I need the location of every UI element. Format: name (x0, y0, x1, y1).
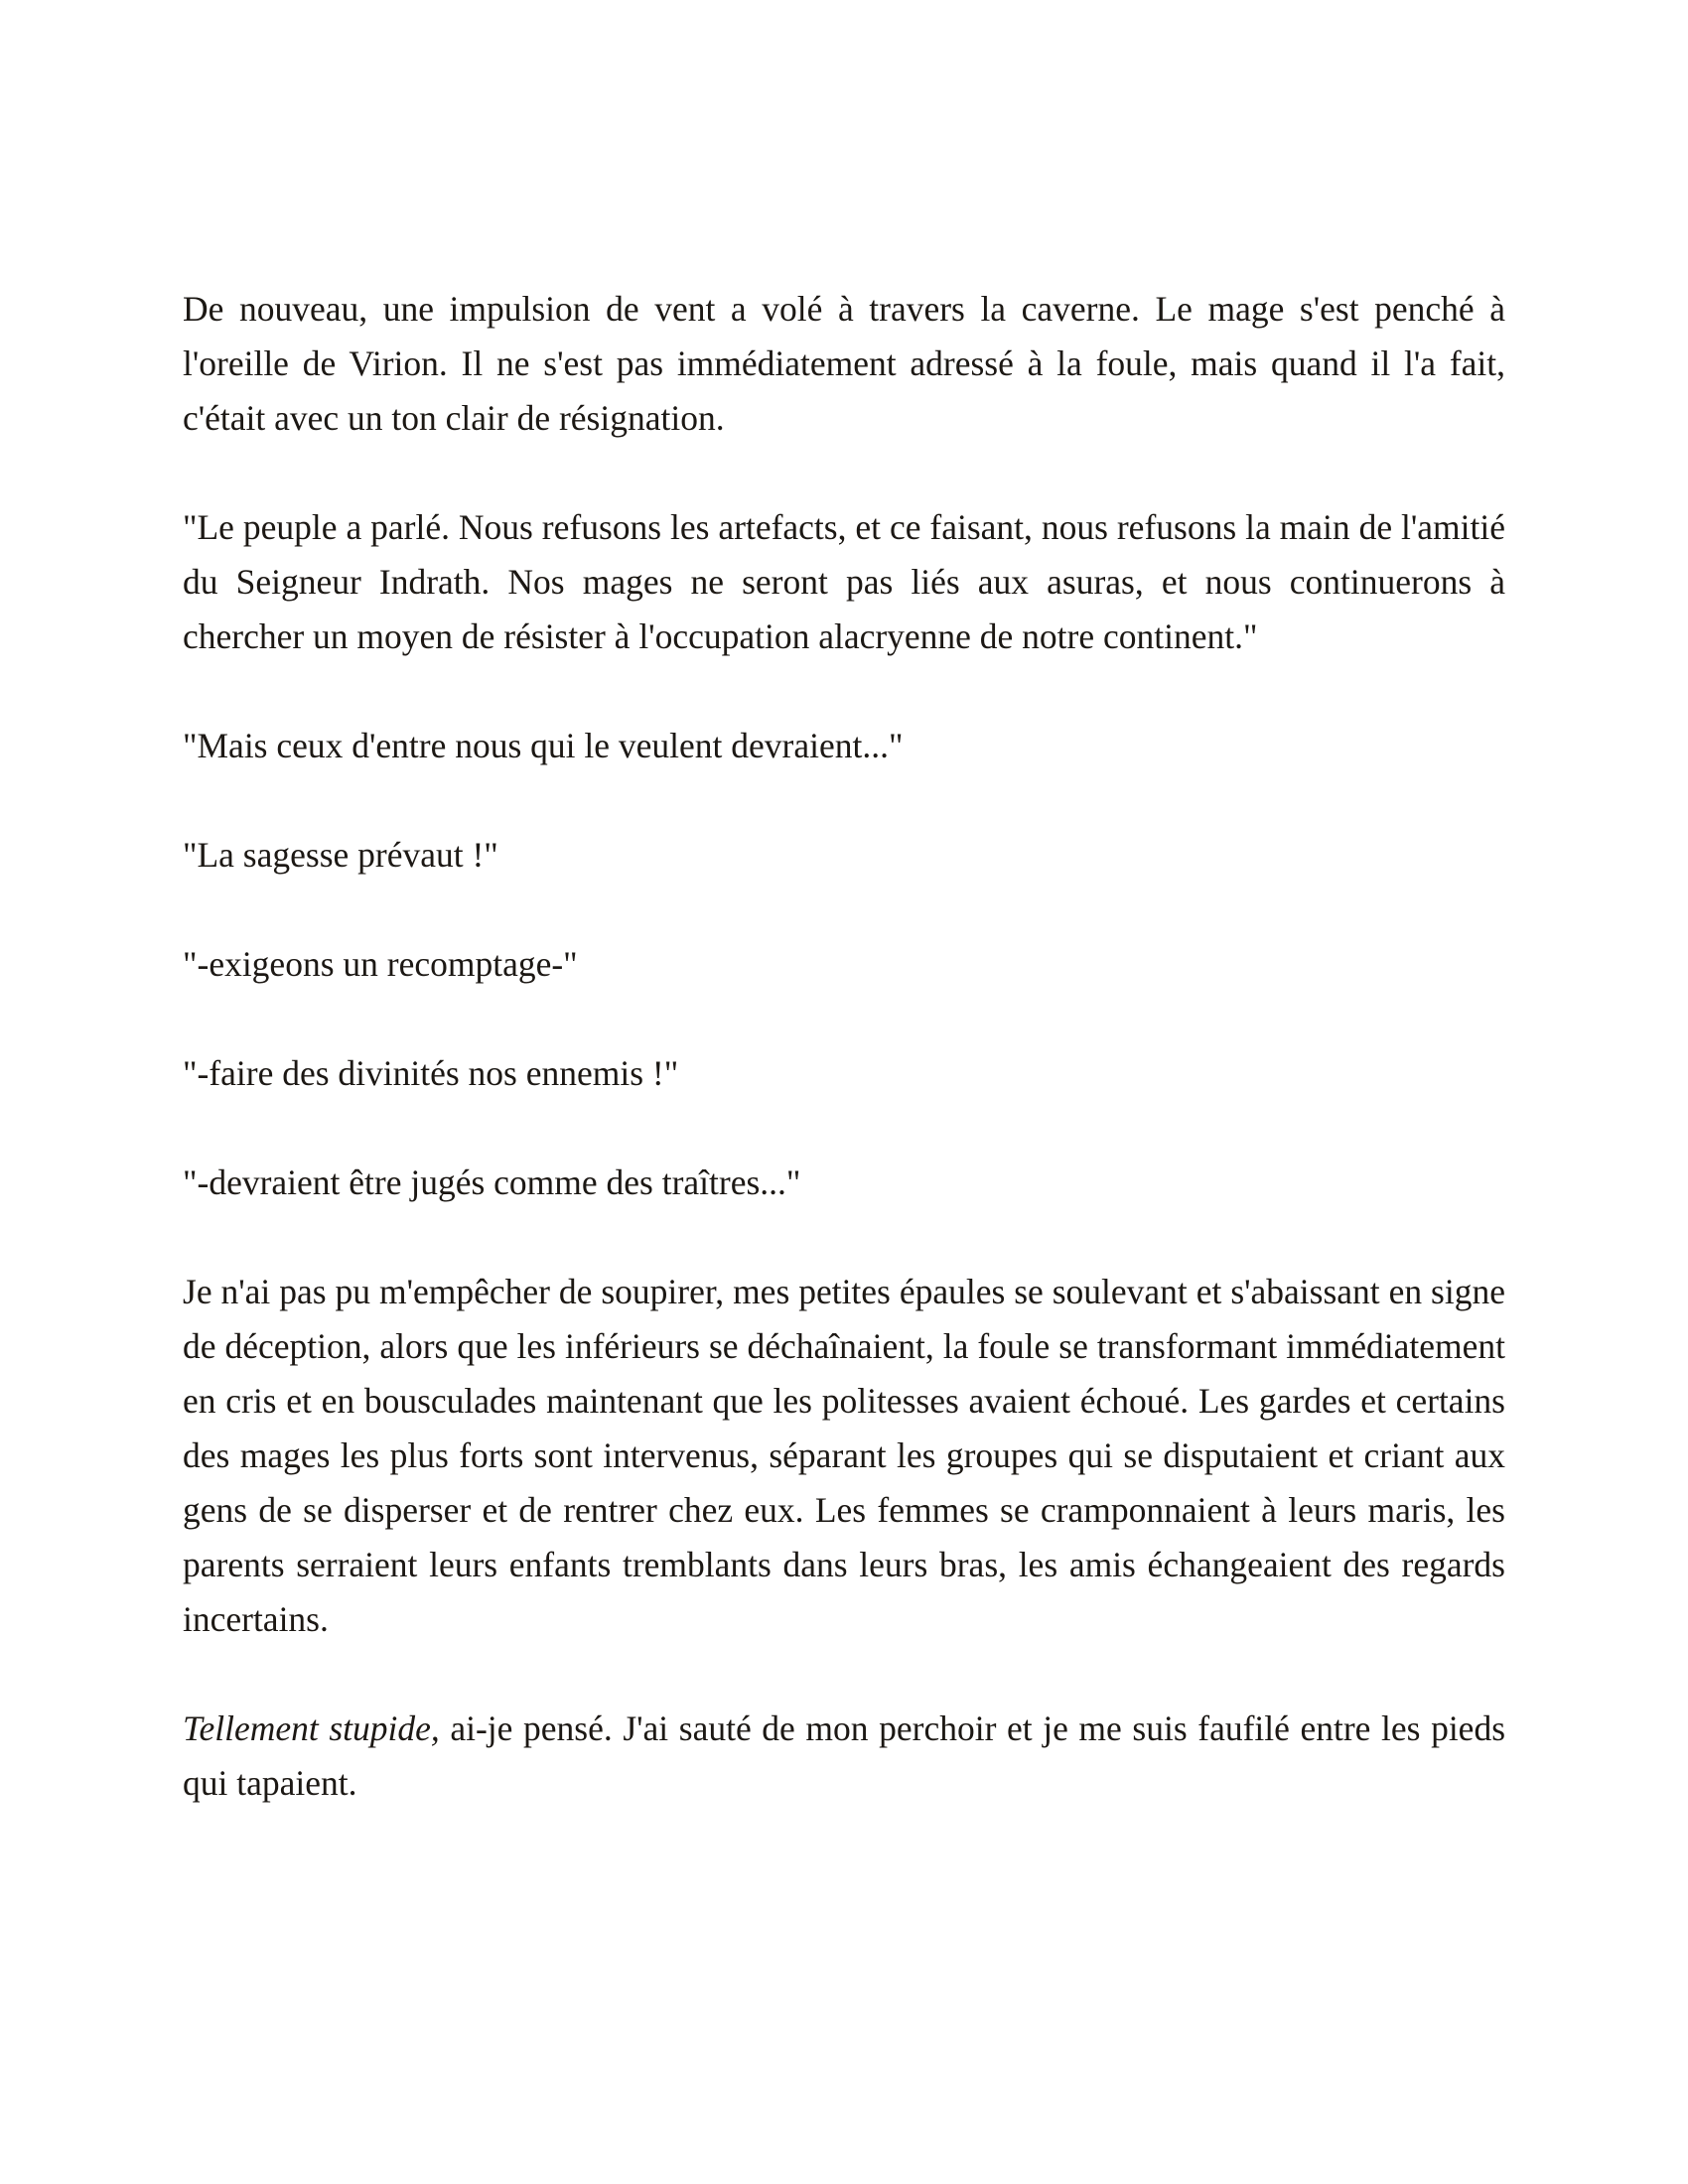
paragraph-dialogue-1: "Mais ceux d'entre nous qui le veulent devraient..." (183, 726, 904, 765)
paragraph-speech-refusal: "Le peuple a parlé. Nous refusons les artefacts, et ce faisant, nous refusons la main de l'amitié du Seigneur Indrath. Nos mages ne seront pas liés aux asuras, et nous continuerons à chercher un moyen de résister à l'occupation alacryenne de notre continent." (183, 507, 1505, 656)
paragraph-closing (183, 1702, 1505, 1811)
paragraph-wind-gust: De nouveau, une impulsion de vent a volé à travers la caverne. Le mage s'est penché à l'oreille de Virion. Il ne s'est pas immédiatement adressé à la foule, mais quand il l'a fait, c'était avec un ton clair de résignation. (183, 289, 1505, 438)
paragraph-dialogue-5: "-devraient être jugés comme des traîtres..." (183, 1162, 801, 1202)
paragraph-dialogue-4: "-faire des divinités nos ennemis !" (183, 1053, 679, 1093)
closing-text: ai-je pensé. J'ai sauté de mon perchoir et je me suis faufilé entre les pieds qui tapaient. (183, 1708, 1506, 1803)
paragraph-crowd-chaos: Je n'ai pas pu m'empêcher de soupirer, mes petites épaules se soulevant et s'abaissant en signe de déception, alors que les inférieurs se déchaînaient, la foule se transformant immédiatement en cris et en bousculades maintenant que les politesses avaient échoué. Les gardes et certains des mages les plus forts sont intervenus, séparant les groupes qui se disputaient et criant aux gens de se disperser et de rentrer chez eux. Les femmes se cramponnaient à leurs maris, les parents serraient leurs enfants tremblants dans leurs bras, les amis échangeaient des regards incertains. (183, 1272, 1505, 1639)
paragraph-dialogue-3: "-exigeons un recomptage-" (183, 944, 578, 984)
paragraph-dialogue-2: "La sagesse prévaut !" (183, 835, 498, 875)
italic-thought: Tellement stupide, (183, 1708, 440, 1748)
document-page (183, 282, 1505, 1865)
